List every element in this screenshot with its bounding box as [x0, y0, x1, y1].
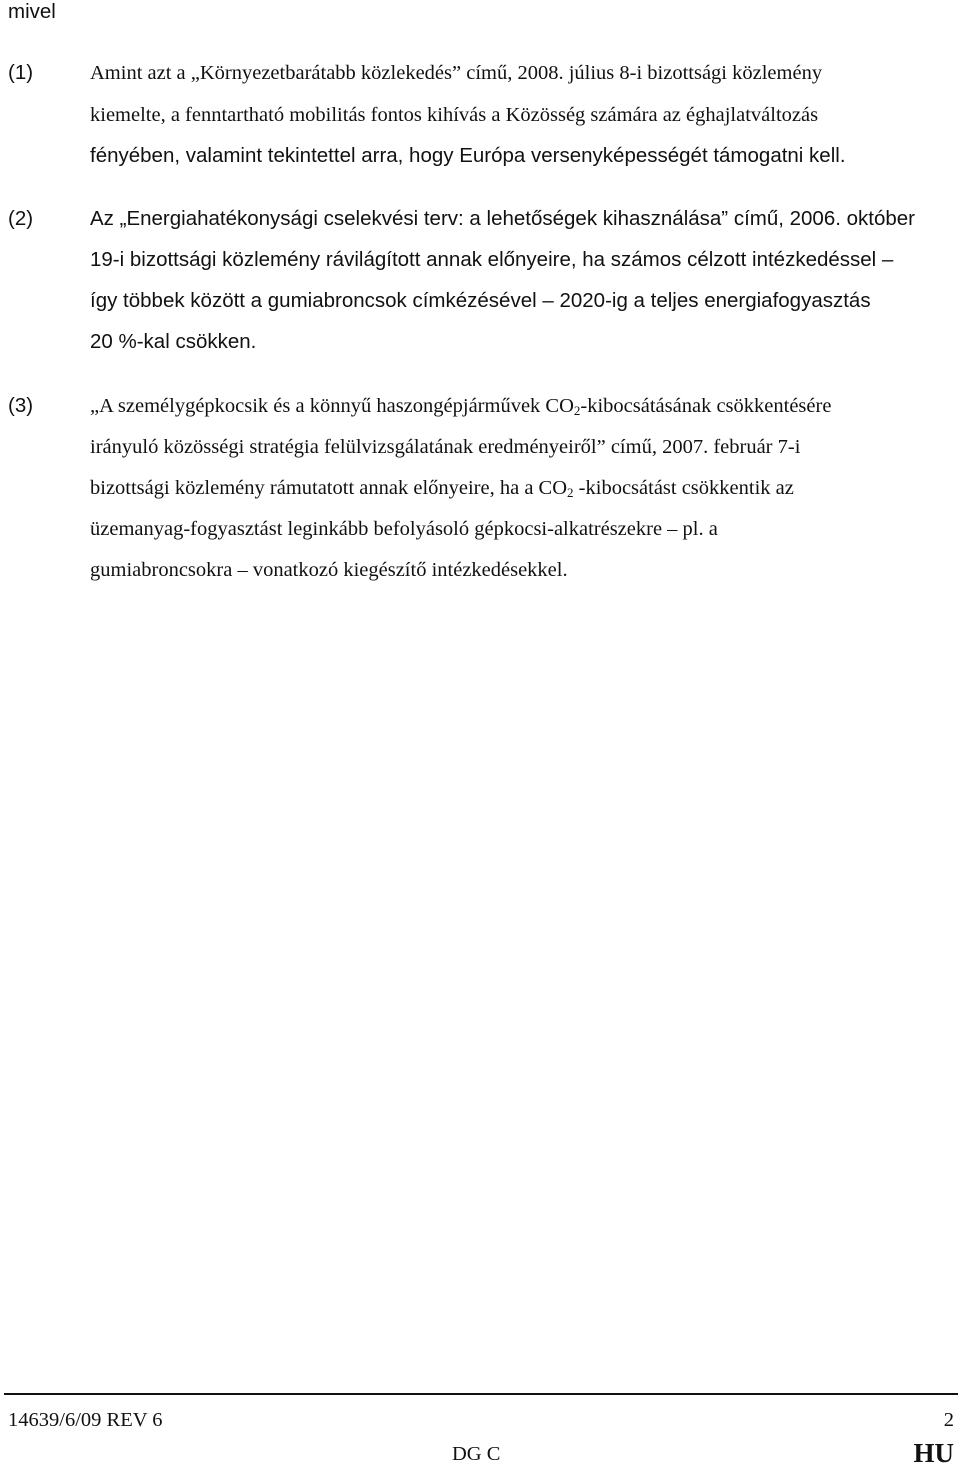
paragraph-line: fényében, valamint tekintettel arra, hogy Európa versenyképességét támogatni kell.	[90, 144, 846, 167]
paragraph-line: 20 %-kal csökken.	[90, 330, 257, 353]
subscript-2: 2	[567, 485, 574, 500]
document-reference: 14639/6/09 REV 6	[8, 1409, 163, 1431]
paragraph-line: üzemanyag-fogyasztást leginkább befolyásoló gépkocsi-alkatrészekre – pl. a	[90, 518, 718, 540]
paragraph-line	[90, 476, 794, 500]
text-segment: -kibocsátást csökkentik az	[573, 477, 794, 499]
paragraph-number: (3)	[8, 394, 34, 417]
paragraph-number: (2)	[8, 207, 34, 230]
page-number: 2	[943, 1409, 954, 1431]
text-segment: „A személygépkocsik és a könnyű haszongépjárművek CO	[90, 395, 574, 417]
footer-divider	[4, 1393, 958, 1395]
directorate-general: DG C	[452, 1443, 501, 1465]
language-code: HU	[913, 1438, 954, 1468]
text-segment: -kibocsátásának csökkentésére	[580, 395, 832, 417]
paragraph-number: (1)	[8, 61, 34, 84]
paragraph-line: 19-i bizottsági közlemény rávilágított annak előnyeire, ha számos célzott intézkedéssel –	[90, 248, 894, 271]
paragraph-line: Amint azt a „Környezetbarátabb közlekedés” című, 2008. július 8-i bizottsági közlemény	[90, 62, 823, 84]
paragraph-line: kiemelte, a fenntartható mobilitás fontos kihívás a Közösség számára az éghajlatváltozás	[90, 104, 819, 126]
paragraph-line: irányuló közösségi stratégia felülvizsgálatának eredményeiről” című, 2007. február 7-i	[90, 436, 801, 458]
paragraph-line	[90, 394, 831, 418]
paragraph-line: Az „Energiahatékonysági cselekvési terv: a lehetőségek kihasználása” című, 2006. október	[90, 207, 916, 230]
text-segment: bizottsági közlemény rámutatott annak előnyeire, ha a CO	[90, 477, 568, 499]
subscript-2: 2	[573, 403, 581, 418]
paragraph-line: így többek között a gumiabroncsok címkézésével – 2020-ig a teljes energiafogyasztás	[90, 289, 871, 312]
paragraph-line: gumiabroncsokra – vonatkozó kiegészítő intézkedésekkel.	[90, 559, 568, 581]
intro-word: mivel	[8, 0, 56, 23]
